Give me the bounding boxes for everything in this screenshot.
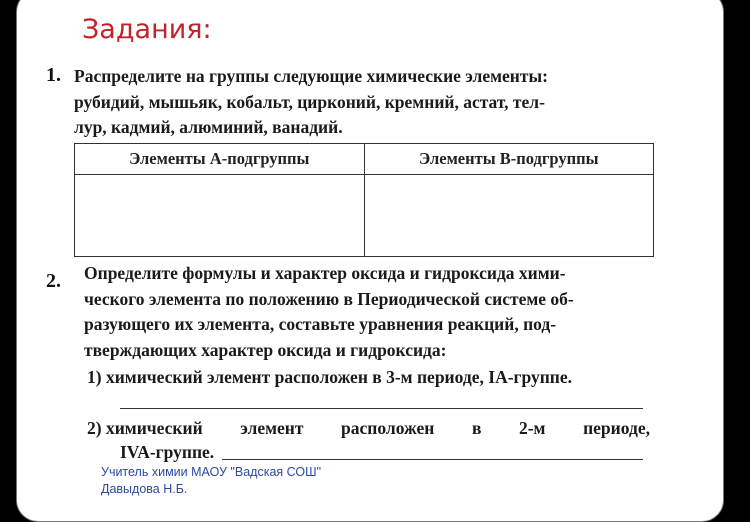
task2-item1: 1) химический элемент расположен в 3-м периоде, IA-группе. — [87, 367, 573, 387]
item2-word: расположен — [341, 418, 435, 438]
task1-number: 1. — [46, 64, 61, 86]
item2-word: элемент — [240, 418, 304, 438]
column-b-answer-cell[interactable] — [364, 175, 654, 257]
task1-line: Распределите на группы следующие химические элементы: — [74, 66, 548, 86]
task1-text — [74, 64, 654, 141]
task2-line: тверждающих характер оксида и гидроксида: — [84, 339, 447, 360]
teacher-credit: Учитель химии МАОУ "Вадская СОШ" — [101, 465, 322, 479]
item2-answer-line[interactable] — [222, 459, 643, 460]
task1-line: рубидий, мышьяк, кобальт, цирконий, кремний, астат, тел- — [74, 91, 545, 112]
task2-line: разующего их элемента, составьте уравнения реакций, под- — [84, 314, 557, 334]
item2-word: в — [471, 418, 482, 438]
task2-number: 2. — [46, 270, 61, 292]
task2-item2-end: IVA-группе. — [120, 442, 215, 462]
task2-text — [84, 261, 650, 363]
task2-line: Определите формулы и характер оксида и гидроксида хими- — [84, 263, 566, 283]
item1-answer-line[interactable] — [120, 408, 643, 409]
item2-word: 2) химический — [87, 418, 203, 438]
column-a-answer-cell[interactable] — [75, 175, 365, 257]
subgroups-table — [74, 143, 654, 257]
page-title: Задания: — [82, 14, 212, 45]
item2-word: периоде, — [583, 418, 650, 438]
task2-line: ческого элемента по положению в Периодической системе об- — [84, 288, 574, 309]
teacher-name: Давыдова Н.Б. — [101, 482, 188, 496]
column-a-header: Элементы А-подгруппы — [75, 144, 365, 175]
task1-line: лур, кадмий, алюминий, ванадий. — [74, 117, 343, 137]
task2-item2 — [87, 418, 650, 439]
item2-word: 2-м — [518, 418, 546, 438]
column-b-header: Элементы В-подгруппы — [364, 144, 654, 175]
